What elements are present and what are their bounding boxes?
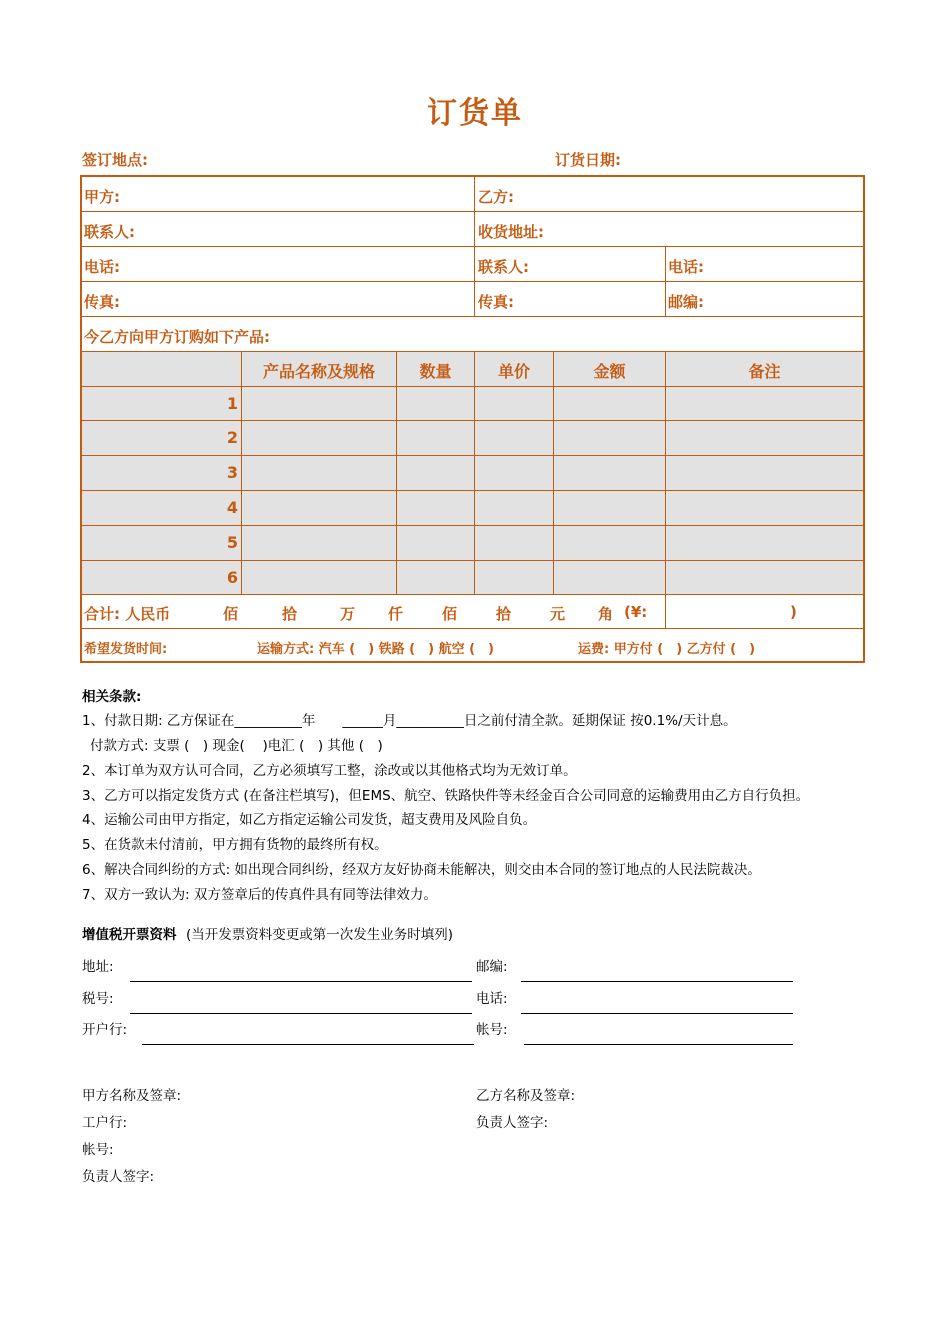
signing-place-label: 签订地点: bbox=[82, 151, 148, 169]
term-2: 2、本订单为双方认可合同，乙方必须填写工整，涂改或以其他格式均为无效订单。 bbox=[82, 763, 577, 779]
party-b-field[interactable] bbox=[530, 178, 862, 210]
header-amount: 金额 bbox=[593, 362, 626, 381]
invoice-heading: 增值税开票资料 bbox=[82, 927, 177, 943]
unit-bai-2: 佰 bbox=[442, 605, 458, 623]
invoice-postcode-label: 邮编: bbox=[476, 959, 508, 975]
term-3: 3、乙方可以指定发货方式 (在备注栏填写)，但EMS、航空、铁路快件等未经金百合公司同意的运输费用由乙方自行负担。 bbox=[82, 788, 810, 804]
invoice-account-label: 帐号: bbox=[476, 1022, 508, 1038]
party-b-label: 乙方: bbox=[478, 188, 514, 206]
order-date-label: 订货日期: bbox=[555, 151, 621, 169]
expected-ship-time-label: 希望发货时间: bbox=[84, 642, 168, 657]
term-4: 4、运输公司由甲方指定，如乙方指定运输公司发货，超支费用及风险自负。 bbox=[82, 812, 537, 828]
header-quantity: 数量 bbox=[419, 362, 452, 381]
party-a-signature-label: 甲方名称及签章: bbox=[82, 1088, 182, 1104]
party-b-signature-label: 乙方名称及签章: bbox=[476, 1088, 576, 1104]
invoice-tax-no-label: 税号: bbox=[82, 991, 114, 1007]
term-5: 5、在货款未付清前，甲方拥有货物的最终所有权。 bbox=[82, 837, 388, 853]
page-title: 订货单 bbox=[427, 96, 523, 131]
invoice-phone-label: 电话: bbox=[476, 991, 508, 1007]
row-number: 4 bbox=[226, 498, 238, 517]
unit-shi-2: 拾 bbox=[496, 605, 512, 623]
contact-a-label: 联系人: bbox=[84, 223, 135, 241]
unit-jiao: 角 bbox=[598, 605, 614, 623]
unit-wan: 万 bbox=[340, 605, 356, 623]
invoice-tax-no-line[interactable] bbox=[130, 1013, 472, 1014]
row-number: 6 bbox=[226, 568, 238, 587]
header-product-name: 产品名称及规格 bbox=[262, 362, 375, 381]
ship-address-field[interactable] bbox=[560, 213, 862, 245]
yen-close: ) bbox=[790, 603, 797, 621]
invoice-bank-line[interactable] bbox=[142, 1044, 474, 1045]
term-1: 1、付款日期: 乙方保证在__________年 ______月__________日之前付清全款。延期保证 按0.1%/天计息。 bbox=[82, 713, 737, 729]
invoice-address-label: 地址: bbox=[82, 959, 114, 975]
phone-b-label: 电话: bbox=[668, 258, 704, 276]
total-label: 合计: 人民币 bbox=[84, 605, 171, 623]
yen-open: (¥: bbox=[624, 603, 648, 621]
transport-method-label: 运输方式: 汽车 ( ) 铁路 ( ) 航空 ( ) bbox=[257, 642, 495, 657]
contact-b-label: 联系人: bbox=[478, 258, 529, 276]
invoice-address-line[interactable] bbox=[130, 981, 472, 982]
terms-heading: 相关条款: bbox=[82, 689, 142, 705]
term-7: 7、双方一致认为: 双方签章后的传真件具有同等法律效力。 bbox=[82, 887, 437, 903]
header-unit-price: 单价 bbox=[497, 362, 530, 381]
fax-b-label: 传真: bbox=[478, 293, 514, 311]
row-number: 1 bbox=[226, 394, 238, 413]
phone-a-label: 电话: bbox=[84, 258, 120, 276]
party-a-label: 甲方: bbox=[84, 188, 120, 206]
unit-bai-1: 佰 bbox=[223, 605, 239, 623]
term-6: 6、解决合同纠纷的方式: 如出现合同纠纷，经双方友好协商未能解决，则交由本合同的签订地点的人民法院裁决。 bbox=[82, 862, 761, 878]
party-a-person-label: 负责人签字: bbox=[82, 1169, 155, 1185]
fax-a-label: 传真: bbox=[84, 293, 120, 311]
header-remarks: 备注 bbox=[748, 362, 781, 381]
unit-yuan: 元 bbox=[550, 605, 566, 623]
product-grid-background bbox=[82, 351, 863, 594]
freight-fee-label: 运费: 甲方付 ( ) 乙方付 ( ) bbox=[578, 642, 756, 657]
unit-qian: 仟 bbox=[388, 605, 404, 623]
invoice-note: (当开发票资料变更或第一次发生业务时填列) bbox=[186, 927, 454, 943]
postcode-label: 邮编: bbox=[668, 293, 704, 311]
row-number: 5 bbox=[226, 533, 238, 552]
term-1-payment-method: 付款方式: 支票 ( ) 现金( )电汇 ( ) 其他 ( ) bbox=[90, 738, 383, 754]
invoice-account-line[interactable] bbox=[524, 1044, 793, 1045]
order-intro: 今乙方向甲方订购如下产品: bbox=[84, 328, 270, 346]
unit-shi-1: 拾 bbox=[282, 605, 298, 623]
ship-address-label: 收货地址: bbox=[478, 223, 544, 241]
contact-a-field[interactable] bbox=[160, 213, 472, 245]
invoice-postcode-line[interactable] bbox=[521, 981, 793, 982]
row-number: 2 bbox=[226, 428, 238, 447]
party-a-field[interactable] bbox=[160, 178, 472, 210]
party-a-bank-label: 工户行: bbox=[82, 1115, 128, 1131]
party-b-person-label: 负责人签字: bbox=[476, 1115, 549, 1131]
invoice-phone-line[interactable] bbox=[521, 1013, 793, 1014]
party-a-account-label: 帐号: bbox=[82, 1142, 114, 1158]
invoice-bank-label: 开户行: bbox=[82, 1022, 128, 1038]
row-number: 3 bbox=[226, 463, 238, 482]
